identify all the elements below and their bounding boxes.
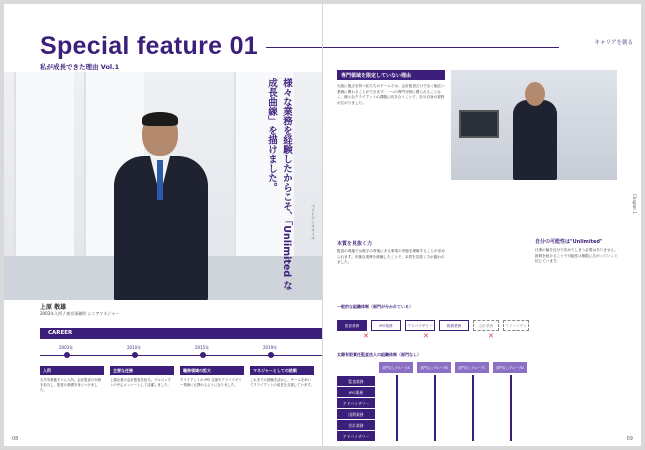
section-heading: 本質を見抜く力 — [337, 241, 373, 247]
career-step — [180, 366, 244, 388]
table-connector — [434, 375, 436, 441]
career-step — [40, 366, 104, 394]
timeline-dot — [200, 352, 206, 358]
section-body: 大阪に拠点を持つ私たちのチームでは、会計監査だけでなく幅広い業務に関わることができます。一つの専門分野に縛られることなく、様々なクライアントの課題に向き合うことで、自分自身の視野が広がりました。 — [337, 84, 445, 105]
timeline-year: 2010年 — [127, 345, 142, 350]
timeline-year: 2003年 — [59, 345, 74, 350]
section-heading: 専門領域を限定していない理由 — [337, 70, 445, 80]
headline-copy: 様々な業務を経験したからこそ、「Unlimited な成長曲線」を描けました。 — [266, 78, 292, 290]
career-step-head: 主要な任務 — [110, 366, 174, 375]
section-heading: 自分の可能性は"Unlimited" — [535, 239, 603, 245]
career-step — [110, 366, 174, 388]
timeline-dot — [132, 352, 138, 358]
cross-icon: ✕ — [423, 332, 429, 340]
title-rule — [266, 47, 322, 48]
left-page — [4, 4, 322, 446]
org-box: 税務業務 — [439, 320, 469, 331]
org-title: 一般的な組織体制（部門が分かれている） — [337, 304, 413, 309]
org-box: アドバイザリー — [405, 320, 435, 331]
table-row-label: 会計業務 — [337, 420, 375, 430]
feature-title: Special feature 01 — [40, 32, 259, 60]
right-page — [323, 4, 641, 446]
subtitle: 私が成長できた理由 Vol.1 — [40, 63, 120, 71]
section-tag: キャリアを創る — [594, 40, 633, 46]
org-box: 監査業務 — [337, 320, 367, 331]
page-number: 09 — [626, 436, 633, 442]
section-body: 監査の現場では数字の背後にある事業の実態を理解することが求められます。多様な業務を経験したことで、本質を見抜く力が養われました。 — [337, 249, 445, 265]
page-number: 08 — [12, 436, 19, 442]
timeline-year: 2019年 — [263, 345, 278, 350]
table-row-label: アドバイザリー — [337, 398, 375, 408]
title-rule-right — [323, 47, 559, 48]
career-step-text: 上場企業の会計監査を担当。プロジェクトの中心メンバーとして活躍しました。 — [110, 378, 171, 388]
timeline-dot — [64, 352, 70, 358]
org-box: IPO業務 — [371, 320, 401, 331]
career-timeline — [40, 355, 322, 356]
career-step — [250, 366, 314, 388]
table-col-head: 部門なしグループB — [417, 362, 451, 373]
timeline-dot — [268, 352, 274, 358]
table-connector — [472, 375, 474, 441]
cross-icon: ✕ — [363, 332, 369, 340]
section-body: 仕事の幅を自分で決めてしまう必要はありません。挑戦を続けることで可能性は無限に広がっていくと信じています。 — [535, 248, 618, 264]
career-step-text: これまでの経験を活かし、チームを率いてクライアントの成長を支援しています。 — [250, 378, 314, 388]
table-col-head: 部門なしグループD — [493, 362, 527, 373]
table-row-label: 監査業務 — [337, 376, 375, 386]
career-bar — [40, 328, 322, 339]
table-row-label: アドバイザリー — [337, 431, 375, 441]
career-step-head: マネジャーとしての挑戦 — [250, 366, 314, 375]
table-col-head: 部門なしグループA — [379, 362, 413, 373]
table-connector — [396, 375, 398, 441]
org-box: アドバイザリー — [503, 320, 529, 331]
timeline-year: 2015年 — [195, 345, 210, 350]
table-col-head: 部門なしグループC — [455, 362, 489, 373]
career-step-head: 入所 — [40, 366, 104, 375]
person-name: 上原 敬雄 — [40, 304, 67, 311]
table-row-label: IPO業務 — [337, 387, 375, 397]
table-connector — [510, 375, 512, 441]
career-step-text: クライアントの IPO 支援やアドバイザリー業務にも携わるようになりました。 — [180, 378, 242, 388]
career-label: CAREER — [48, 330, 73, 336]
section-body-cont — [451, 186, 529, 266]
work-photo — [451, 70, 617, 180]
career-step-text: 大学卒業後すぐに入所。会計監査の実務を担当し、監査の基礎を身につけました。 — [40, 378, 102, 393]
person-figure — [106, 112, 216, 300]
cross-icon: ✕ — [488, 332, 494, 340]
career-step-head: 職務領域の拡大 — [180, 366, 244, 375]
table-title: 太陽有限責任監査法人の組織体制（部門なし） — [337, 352, 421, 357]
side-label-left: ベストワンスタイル — [311, 204, 316, 240]
org-box: 会計業務 — [473, 320, 499, 331]
table-row-label: 国際業務 — [337, 409, 375, 419]
person-detail: 2003年入所 / 東京事務所 シニアマネジャー — [40, 311, 120, 316]
side-label-right: Chapter 1 — [632, 194, 637, 214]
